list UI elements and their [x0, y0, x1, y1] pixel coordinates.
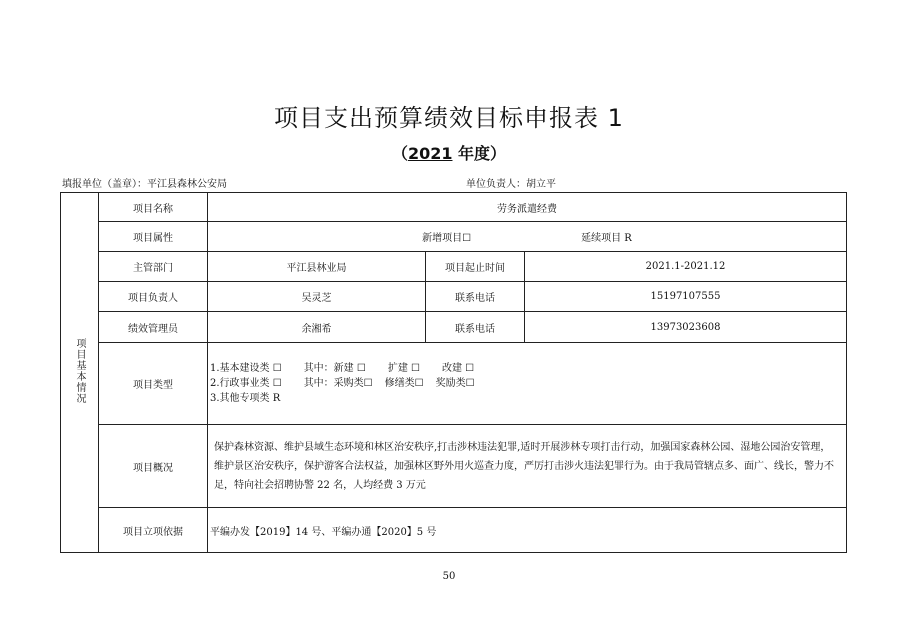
project-type-label: 项目类型 — [99, 343, 208, 425]
overview-text: 保护森林资源、维护县域生态环境和林区治安秩序,打击涉林违法犯罪,适时开展涉林专项打击行动，加强国家森林公园、湿地公园治安管理，维护景区治安秩序，保护游客合法权益，加强林区野外用火巡查力度，严厉打击涉火违法犯罪行为。由于我局管辖点多、面广、线长，警力不足，特向社会招聘协警 22 名，人均经费 3 万元 — [208, 425, 847, 508]
time-value: 2021.1-2021.12 — [525, 252, 847, 282]
type-repair-checkbox[interactable]: 修缮类☐ — [384, 378, 424, 389]
type-capital-construction-checkbox[interactable]: 1.基本建设类 ☐ — [210, 363, 282, 374]
perf-phone-label: 联系电话 — [426, 312, 525, 343]
type-renovation-checkbox[interactable]: 改建 ☐ — [442, 363, 475, 374]
row-owner — [61, 282, 847, 312]
row-basis — [61, 508, 847, 553]
year-line — [0, 141, 898, 164]
type-other-special-checkbox[interactable]: 3.其他专项类 R — [210, 393, 281, 404]
reporting-unit-label: 填报单位（盖章）： — [62, 179, 147, 190]
basis-value: 平编办发【2019】14 号、平编办通【2020】5 号 — [208, 508, 847, 553]
section-cell — [61, 193, 99, 553]
project-name-label: 项目名称 — [99, 193, 208, 222]
type-procurement-checkbox[interactable]: 其中：采购类☐ — [303, 378, 373, 389]
owner-value: 吴灵芝 — [208, 282, 426, 312]
row-overview — [61, 425, 847, 508]
reporting-unit-value: 平江县森林公安局 — [147, 179, 227, 190]
owner-phone-label: 联系电话 — [426, 282, 525, 312]
overview-label: 项目概况 — [99, 425, 208, 508]
project-name-value: 劳务派遣经费 — [208, 193, 847, 222]
year-value: 2021 — [407, 144, 453, 163]
perf-phone-value: 13973023608 — [525, 312, 847, 343]
type-line-2 — [210, 376, 842, 391]
row-dept — [61, 252, 847, 282]
budget-form-table — [60, 192, 847, 553]
type-line-1 — [210, 361, 842, 376]
unit-leader — [466, 175, 556, 190]
type-reward-checkbox[interactable]: 奖励类☐ — [435, 378, 475, 389]
project-type-options — [208, 343, 847, 425]
page-title: 项目支出预算绩效目标申报表 1 — [274, 104, 624, 132]
perf-value: 余湘希 — [208, 312, 426, 343]
owner-phone-value: 15197107555 — [525, 282, 847, 312]
time-label: 项目起止时间 — [426, 252, 525, 282]
section-label: 项目基本情况 — [74, 338, 85, 404]
attribute-new-checkbox[interactable]: 新增项目☐ — [422, 233, 472, 244]
row-project-name — [61, 193, 847, 222]
project-attribute-label: 项目属性 — [99, 222, 208, 252]
type-administrative-checkbox[interactable]: 2.行政事业类 ☐ — [210, 378, 282, 389]
year-suffix: 年度） — [452, 144, 507, 163]
page-number: 50 — [442, 571, 456, 582]
type-line-3 — [210, 391, 842, 406]
type-expansion-checkbox[interactable]: 扩建 ☐ — [387, 363, 420, 374]
row-project-attribute — [61, 222, 847, 252]
owner-label: 项目负责人 — [99, 282, 208, 312]
dept-label: 主管部门 — [99, 252, 208, 282]
unit-leader-value: 胡立平 — [526, 179, 556, 190]
project-attribute-value — [208, 222, 847, 252]
unit-leader-label: 单位负责人： — [466, 179, 526, 190]
basis-label: 项目立项依据 — [99, 508, 208, 553]
dept-value: 平江县林业局 — [208, 252, 426, 282]
type-new-build-checkbox[interactable]: 其中：新建 ☐ — [303, 363, 366, 374]
perf-label: 绩效管理员 — [99, 312, 208, 343]
year-open: （ — [391, 144, 408, 163]
attribute-continuing-checkbox[interactable]: 延续项目 R — [581, 233, 632, 244]
row-project-type — [61, 343, 847, 425]
row-perf-admin — [61, 312, 847, 343]
reporting-unit — [62, 175, 227, 190]
